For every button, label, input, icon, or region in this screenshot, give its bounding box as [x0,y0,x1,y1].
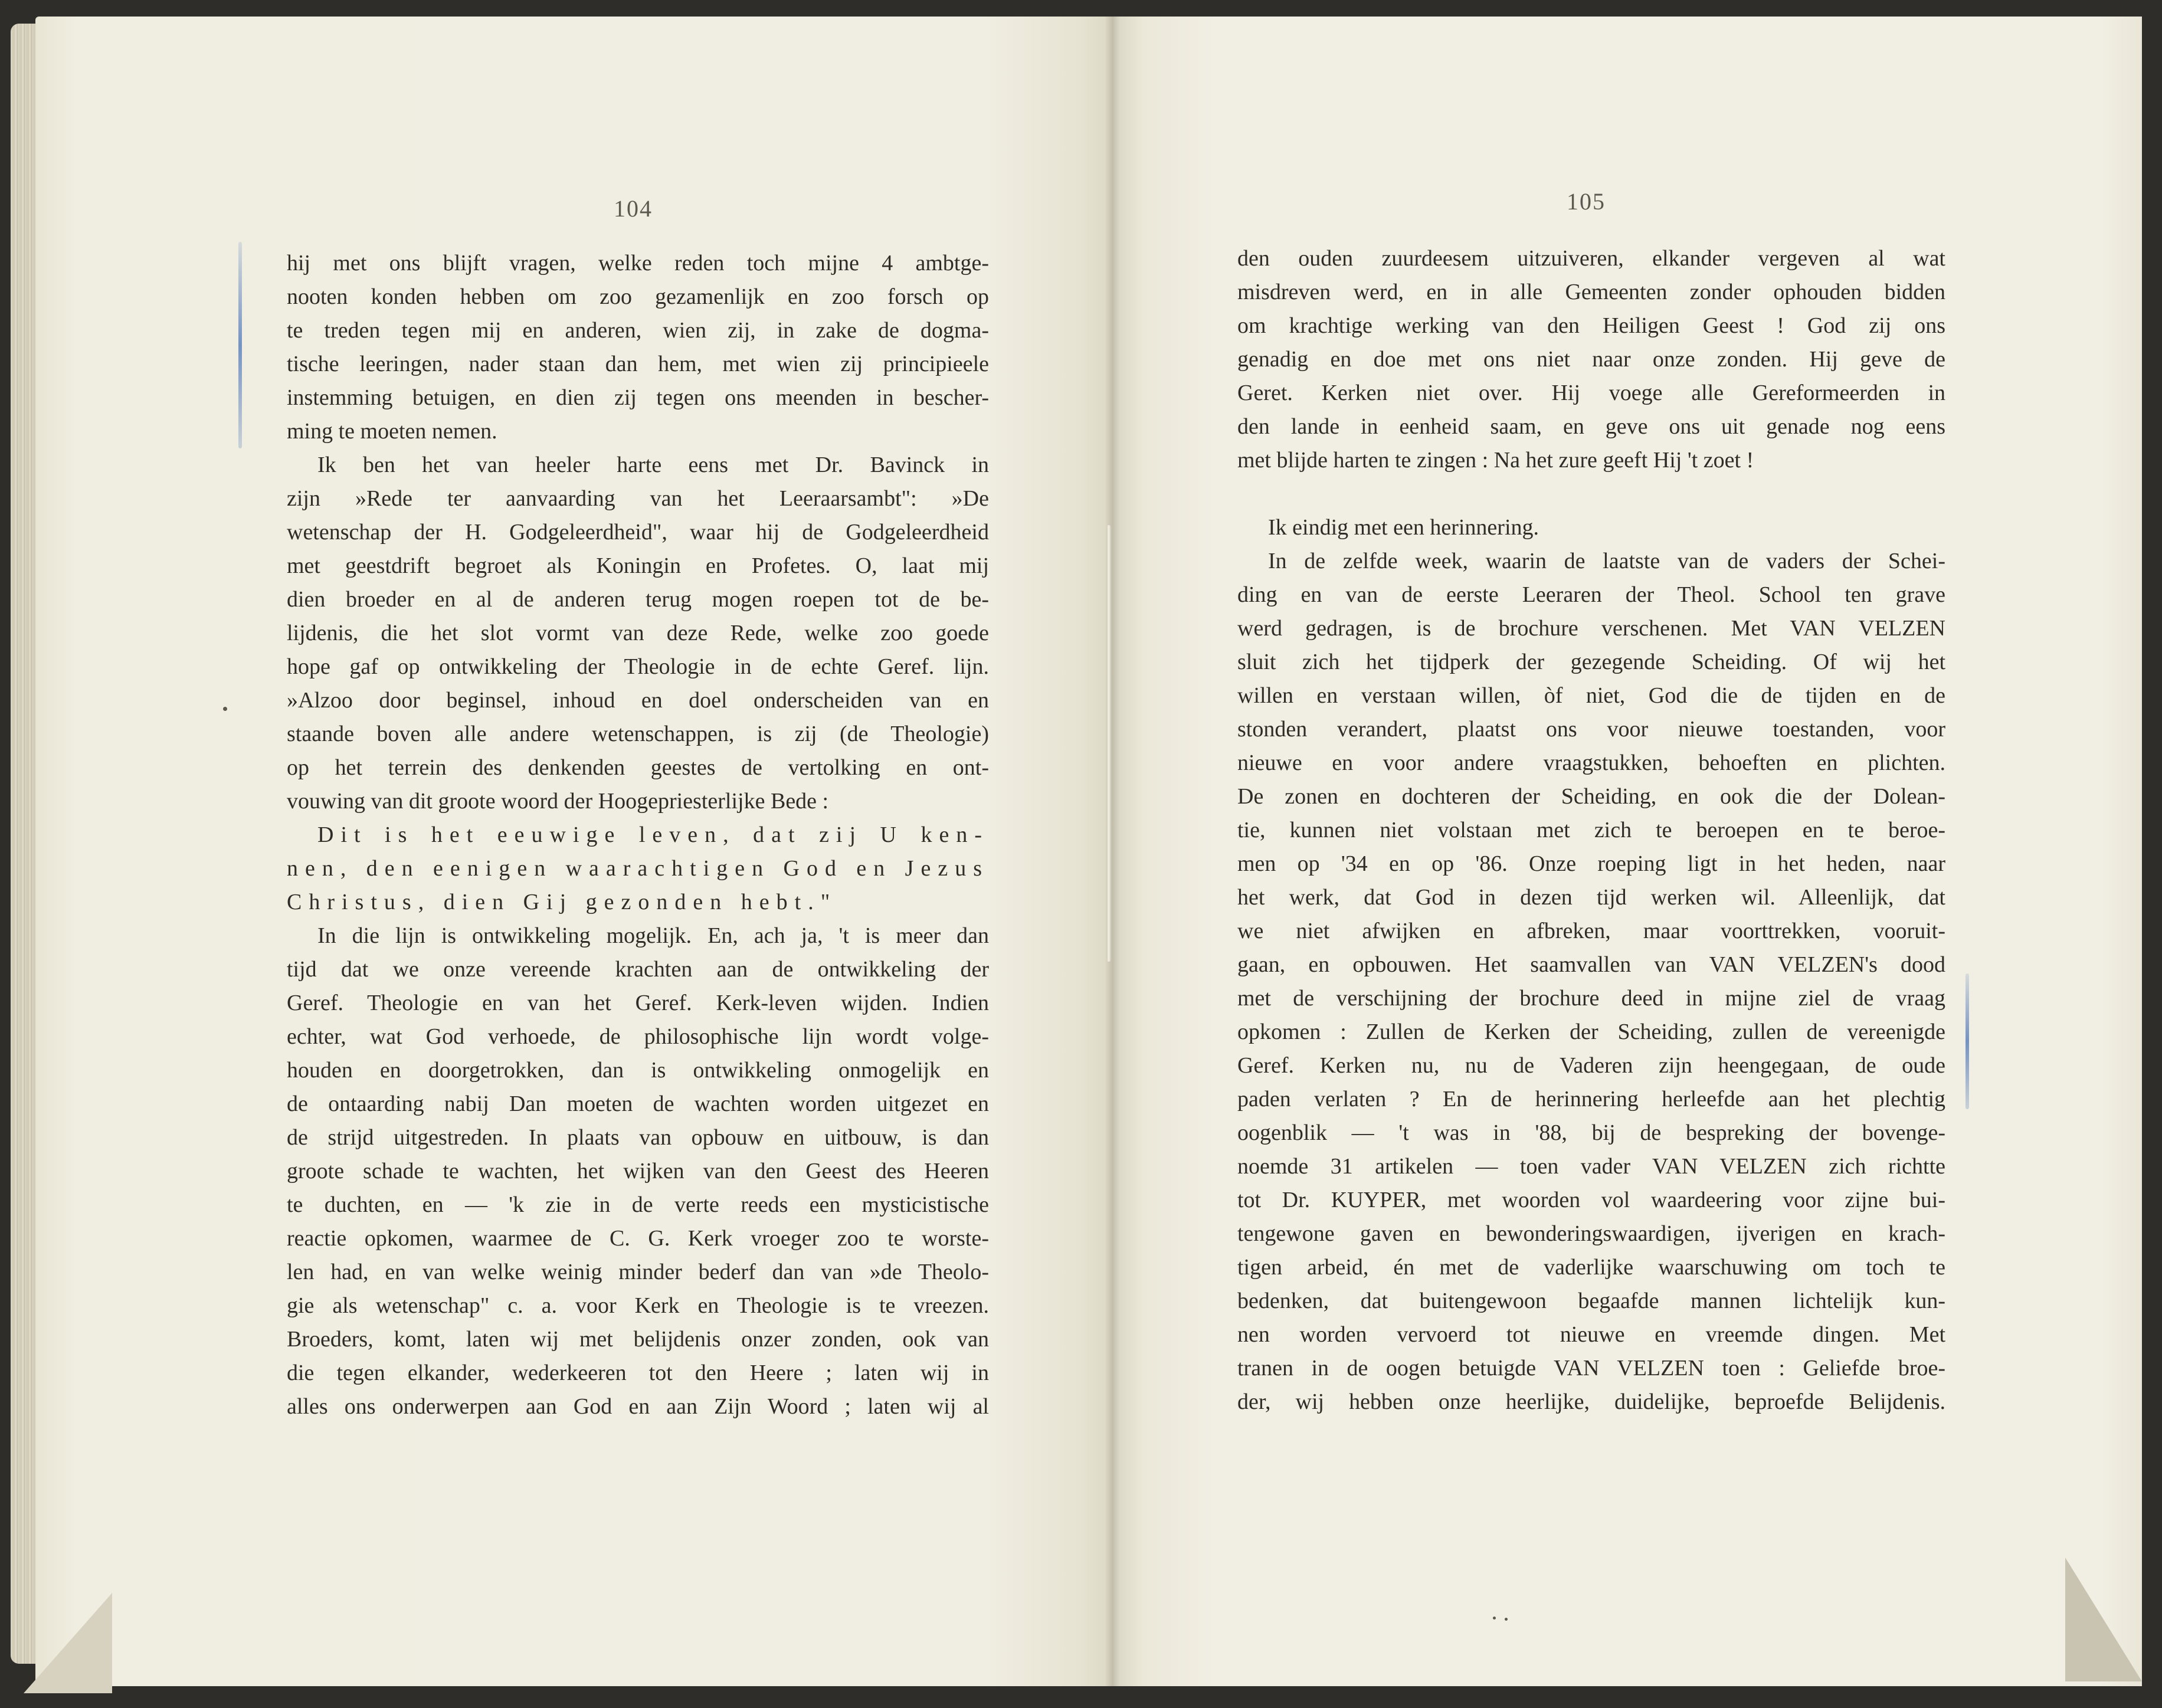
text-line: Broeders, komt, laten wij met belijdenis onzer zonden, ook van [287,1327,989,1352]
text-line: opkomen : Zullen de Kerken der Scheiding, zullen de vereenigde [1237,1019,1945,1044]
text-line: tijd dat we onze vereende krachten aan de ontwikkeling der [287,957,989,982]
text-line: Ik ben het van heeler harte eens met Dr. Bavinck in [317,453,989,477]
text-line: tie, kunnen niet volstaan met zich te beroepen en te beroe- [1237,818,1945,842]
text-line: de ontaarding nabij Dan moeten de wachten worden uitgezet en [287,1091,989,1116]
text-line: noemde 31 artikelen — toen vader VAN VELZEN zich richtte [1237,1154,1945,1179]
text-line: met geestdrift begroet als Koningin en Profetes. O, laat mij [287,553,989,578]
pencil-margin-mark-right [1966,973,1969,1109]
text-line: reactie opkomen, waarmee de C. G. Kerk vroeger zoo te worste- [287,1226,989,1251]
text-line: dien broeder en al de anderen terug mogen roepen tot de be- [287,587,989,612]
text-line: der, wij hebben onze heerlijke, duidelijke, beproefde Belijdenis. [1237,1389,1945,1414]
text-line: alles ons onderwerpen aan God en aan Zijn Woord ; laten wij al [287,1394,989,1419]
text-line: paden verlaten ? En de herinnering herleefde aan het plechtig [1237,1087,1945,1112]
text-line: ding en van de eerste Leeraren der Theol. School ten grave [1237,582,1945,607]
text-line: groote schade te wachten, het wijken van den Geest des Heeren [287,1159,989,1184]
text-line: hij met ons blijft vragen, welke reden toch mijne 4 ambtge- [287,251,989,276]
text-line: lijdenis, die het slot vormt van deze Rede, welke zoo goede [287,621,989,645]
text-line: houden en doorgetrokken, dan is ontwikkeling onmogelijk en [287,1058,989,1083]
left-page-number: 104 [614,195,653,222]
text-line: tranen in de oogen betuigde VAN VELZEN toen : Geliefde broe- [1237,1356,1945,1381]
text-line: stonden verandert, plaatst ons voor nieuwe toestanden, voor [1237,717,1945,742]
text-line: tot Dr. KUYPER, met woorden vol waardeering voor zijne bui- [1237,1188,1945,1212]
text-line: tengewone gaven en bewonderingswaardigen, ijverigen en krach- [1237,1221,1945,1246]
text-line: vouwing van dit groote woord der Hoogepriesterlijke Bede : [287,789,829,814]
left-page-text [287,247,989,1424]
text-line: men op '34 en op '86. Onze roeping ligt in het heden, naar [1237,851,1945,876]
text-line: Geref. Kerken nu, nu de Vaderen zijn heengegaan, de oude [1237,1053,1945,1078]
text-line: het werk, dat God in dezen tijd werken wil. Alleenlijk, dat [1237,885,1945,910]
text-line: oogenblik — 't was in '88, bij de bespreking der bovenge- [1237,1120,1945,1145]
text-line: te treden tegen mij en anderen, wien zij, in zake de dogma- [287,318,989,343]
text-line: den ouden zuurdeesem uitzuiveren, elkander vergeven al wat [1237,246,1945,271]
text-line-spaced: Christus, dien Gij gezonden hebt." [287,890,837,914]
text-line: nooten konden hebben om zoo gezamenlijk en zoo forsch op [287,284,989,309]
text-line: den lande in eenheid saam, en geve ons uit genade nog eens [1237,414,1945,439]
text-line: len had, en van welke weinig minder bederf dan van »de Theolo- [287,1260,989,1284]
text-line: nen worden vervoerd tot nieuwe en vreemde dingen. Met [1237,1322,1945,1347]
text-line: In die lijn is ontwikkeling mogelijk. En, ach ja, 't is meer dan [317,923,989,948]
text-line: In de zelfde week, waarin de laatste van de vaders der Schei- [1268,549,1945,573]
text-line-spaced: nen, den eenigen waarachtigen God en Jezus [287,856,989,881]
folded-corner-right [2065,1558,2142,1681]
center-crease [1106,525,1111,962]
text-line: willen en verstaan willen, òf niet, God die de tijden en de [1237,683,1945,708]
text-line: met blijde harten te zingen : Na het zure geeft Hij 't zoet ! [1237,448,1754,473]
paper-speck [1505,1618,1508,1621]
text-line: de strijd uitgestreden. In plaats van opbouw en uitbouw, is dan [287,1125,989,1150]
text-line: op het terrein des denkenden geestes de vertolking en ont- [287,755,989,780]
text-line: genadig en doe met ons niet naar onze zonden. Hij geve de [1237,347,1945,372]
folded-corner-left [24,1593,112,1693]
text-line: bedenken, dat buitengewoon begaafde mannen lichtelijk kun- [1237,1289,1945,1313]
right-page-number: 105 [1567,188,1606,215]
text-line: ming te moeten nemen. [287,419,497,444]
pencil-margin-mark-left [238,242,242,448]
text-line: tische leeringen, nader staan dan hem, met wien zij principieele [287,352,989,376]
right-page-text [1237,242,1945,1419]
text-line: »Alzoo door beginsel, inhoud en doel onderscheiden van en [287,688,989,713]
text-line: Geret. Kerken niet over. Hij voege alle Gereformeerden in [1237,381,1945,405]
text-line: tigen arbeid, én met de vaderlijke waarschuwing om toch te [1237,1255,1945,1280]
text-line: misdreven werd, en in alle Gemeenten zonder ophouden bidden [1237,280,1945,304]
text-line: werd gedragen, is de brochure verschenen. Met VAN VELZEN [1237,616,1945,641]
text-line: Geref. Theologie en van het Geref. Kerk-leven wijden. Indien [287,991,989,1015]
text-line: echter, wat God verhoede, de philosophische lijn wordt volge- [287,1024,989,1049]
text-line: die tegen elkander, wederkeeren tot den Heere ; laten wij in [287,1361,989,1385]
text-line: om krachtige werking van den Heiligen Geest ! God zij ons [1237,313,1945,338]
text-line: gie als wetenschap" c. a. voor Kerk en Theologie is te vreezen. [287,1293,989,1318]
text-line: nieuwe en voor andere vraagstukken, behoeften en plichten. [1237,750,1945,775]
paper-speck [223,707,227,711]
text-line: sluit zich het tijdperk der gezegende Scheiding. Of wij het [1237,650,1945,674]
text-line: Ik eindig met een herinnering. [1268,515,1539,540]
text-line: staande boven alle andere wetenschappen, is zij (de Theologie) [287,722,989,746]
text-line: De zonen en dochteren der Scheiding, en ook die der Dolean- [1237,784,1945,809]
paper-speck [1493,1617,1496,1620]
text-line: hope gaf op ontwikkeling der Theologie in de echte Geref. lijn. [287,654,989,679]
text-line: zijn »Rede ter aanvaarding van het Leeraarsambt": »De [287,486,989,511]
text-line: te duchten, en — 'k zie in de verte reeds een mysticistische [287,1192,989,1217]
text-line: instemming betuigen, en dien zij tegen ons meenden in bescher- [287,385,989,410]
text-line: met de verschijning der brochure deed in mijne ziel de vraag [1237,986,1945,1011]
text-line-spaced: Dit is het eeuwige leven, dat zij U ken- [317,822,989,847]
text-line: wetenschap der H. Godgeleerdheid", waar hij de Godgeleerdheid [287,520,989,545]
blank-line [1237,477,1945,511]
text-line: we niet afwijken en afbreken, maar voorttrekken, vooruit- [1237,919,1945,943]
text-line: gaan, en opbouwen. Het saamvallen van VAN VELZEN's dood [1237,952,1945,977]
